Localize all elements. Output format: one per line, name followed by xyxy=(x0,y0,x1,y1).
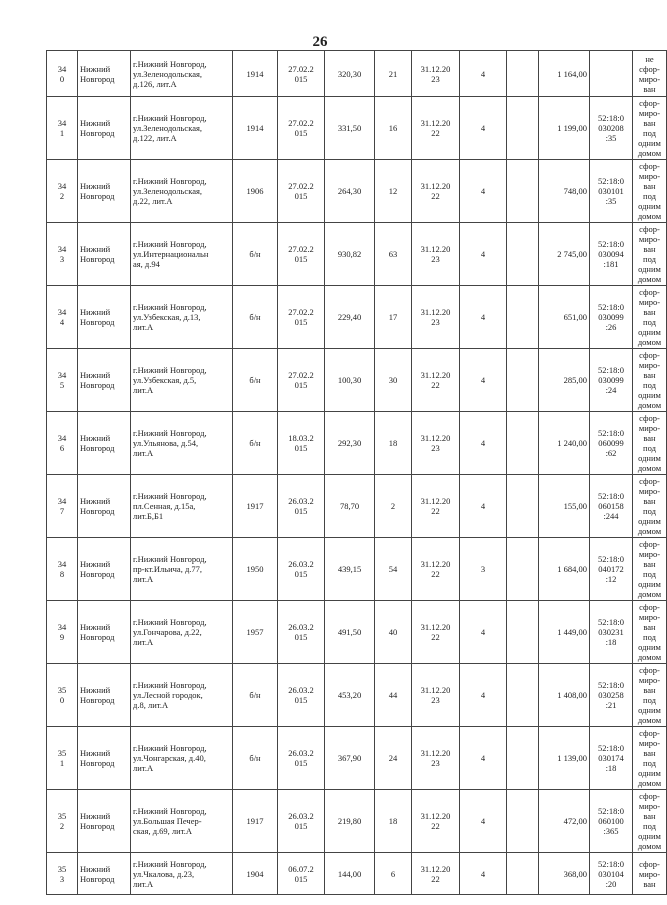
category-cell: 4 xyxy=(460,475,507,538)
residents-cell: 24 xyxy=(375,727,412,790)
status-cell: сфор- миро- ван под одним домом xyxy=(633,349,667,412)
city-cell: Нижний Новгород xyxy=(78,286,131,349)
city-cell: Нижний Новгород xyxy=(78,223,131,286)
year-cell: б/н xyxy=(233,223,278,286)
table-row xyxy=(47,223,667,286)
residents-cell: 44 xyxy=(375,664,412,727)
area-cell: 453,20 xyxy=(325,664,375,727)
row-number: 34 1 xyxy=(47,97,78,160)
area-cell: 78,70 xyxy=(325,475,375,538)
year-cell: б/н xyxy=(233,664,278,727)
address-cell: г.Нижний Новгород, ул.Большая Печер- ская, д.69, лит.А xyxy=(131,790,233,853)
deadline-cell: 31.12.20 22 xyxy=(412,475,460,538)
category-cell: 4 xyxy=(460,601,507,664)
category-cell: 4 xyxy=(460,286,507,349)
row-number: 34 7 xyxy=(47,475,78,538)
residents-cell: 16 xyxy=(375,97,412,160)
row-number: 35 3 xyxy=(47,853,78,895)
year-cell: 1957 xyxy=(233,601,278,664)
date-cell: 26.03.2 015 xyxy=(278,601,325,664)
category-cell: 4 xyxy=(460,727,507,790)
table-row xyxy=(47,727,667,790)
deadline-cell: 31.12.20 23 xyxy=(412,664,460,727)
area-cell: 331,50 xyxy=(325,97,375,160)
residents-cell: 21 xyxy=(375,51,412,97)
status-cell: сфор- миро- ван под одним домом xyxy=(633,664,667,727)
area-cell: 100,30 xyxy=(325,349,375,412)
cadastral-cell: 52:18:0 030208 :35 xyxy=(590,97,633,160)
residents-cell: 40 xyxy=(375,601,412,664)
table-row xyxy=(47,664,667,727)
amount-cell: 748,00 xyxy=(539,160,590,223)
table-row xyxy=(47,286,667,349)
area-cell: 439,15 xyxy=(325,538,375,601)
table-row xyxy=(47,853,667,895)
table-row xyxy=(47,412,667,475)
cadastral-cell: 52:18:0 060100 :365 xyxy=(590,790,633,853)
city-cell: Нижний Новгород xyxy=(78,853,131,895)
status-cell: сфор- миро- ван под одним домом xyxy=(633,790,667,853)
deadline-cell: 31.12.20 22 xyxy=(412,349,460,412)
deadline-cell: 31.12.20 23 xyxy=(412,51,460,97)
year-cell: 1917 xyxy=(233,790,278,853)
address-cell: г.Нижний Новгород, ул.Ульянова, д.54, лит.А xyxy=(131,412,233,475)
status-cell: сфор- миро- ван под одним домом xyxy=(633,601,667,664)
cadastral-cell: 52:18:0 030174 :18 xyxy=(590,727,633,790)
amount-cell: 285,00 xyxy=(539,349,590,412)
deadline-cell: 31.12.20 22 xyxy=(412,790,460,853)
deadline-cell: 31.12.20 23 xyxy=(412,727,460,790)
extra-cell xyxy=(507,475,539,538)
area-cell: 930,82 xyxy=(325,223,375,286)
category-cell: 4 xyxy=(460,853,507,895)
amount-cell: 1 199,00 xyxy=(539,97,590,160)
row-number: 34 2 xyxy=(47,160,78,223)
city-cell: Нижний Новгород xyxy=(78,160,131,223)
extra-cell xyxy=(507,538,539,601)
year-cell: б/н xyxy=(233,349,278,412)
year-cell: 1914 xyxy=(233,97,278,160)
amount-cell: 155,00 xyxy=(539,475,590,538)
year-cell: 1917 xyxy=(233,475,278,538)
table-row xyxy=(47,51,667,97)
deadline-cell: 31.12.20 22 xyxy=(412,160,460,223)
status-cell: сфор- миро- ван под одним домом xyxy=(633,727,667,790)
city-cell: Нижний Новгород xyxy=(78,51,131,97)
category-cell: 4 xyxy=(460,160,507,223)
cadastral-cell: 52:18:0 030258 :21 xyxy=(590,664,633,727)
cadastral-cell: 52:18:0 060099 :62 xyxy=(590,412,633,475)
amount-cell: 368,00 xyxy=(539,853,590,895)
cadastral-cell: 52:18:0 030101 :35 xyxy=(590,160,633,223)
address-cell: г.Нижний Новгород, ул.Зеленодольская, д.126, лит.А xyxy=(131,51,233,97)
year-cell: б/н xyxy=(233,727,278,790)
date-cell: 06.07.2 015 xyxy=(278,853,325,895)
amount-cell: 1 408,00 xyxy=(539,664,590,727)
extra-cell xyxy=(507,223,539,286)
address-cell: г.Нижний Новгород, пл.Сенная, д.15а, лит.Б,Б1 xyxy=(131,475,233,538)
category-cell: 4 xyxy=(460,664,507,727)
residents-cell: 17 xyxy=(375,286,412,349)
table-row xyxy=(47,601,667,664)
status-cell: сфор- миро- ван под одним домом xyxy=(633,223,667,286)
city-cell: Нижний Новгород xyxy=(78,349,131,412)
amount-cell: 1 164,00 xyxy=(539,51,590,97)
year-cell: б/н xyxy=(233,286,278,349)
amount-cell: 651,00 xyxy=(539,286,590,349)
cadastral-cell: 52:18:0 030099 :24 xyxy=(590,349,633,412)
category-cell: 4 xyxy=(460,97,507,160)
address-cell: г.Нижний Новгород, ул.Чкалова, д.23, лит.А xyxy=(131,853,233,895)
residents-cell: 54 xyxy=(375,538,412,601)
deadline-cell: 31.12.20 23 xyxy=(412,286,460,349)
category-cell: 3 xyxy=(460,538,507,601)
extra-cell xyxy=(507,727,539,790)
address-cell: г.Нижний Новгород, ул.Интернациональн ая, д.94 xyxy=(131,223,233,286)
table-row xyxy=(47,790,667,853)
city-cell: Нижний Новгород xyxy=(78,664,131,727)
city-cell: Нижний Новгород xyxy=(78,601,131,664)
row-number: 34 5 xyxy=(47,349,78,412)
extra-cell xyxy=(507,160,539,223)
area-cell: 229,40 xyxy=(325,286,375,349)
date-cell: 18.03.2 015 xyxy=(278,412,325,475)
amount-cell: 2 745,00 xyxy=(539,223,590,286)
extra-cell xyxy=(507,286,539,349)
row-number: 34 0 xyxy=(47,51,78,97)
amount-cell: 472,00 xyxy=(539,790,590,853)
cadastral-cell: 52:18:0 030104 :20 xyxy=(590,853,633,895)
address-cell: г.Нижний Новгород, ул.Узбекская, д.5, лит.А xyxy=(131,349,233,412)
table-row xyxy=(47,97,667,160)
date-cell: 27.02.2 015 xyxy=(278,97,325,160)
category-cell: 4 xyxy=(460,412,507,475)
table-row xyxy=(47,475,667,538)
area-cell: 144,00 xyxy=(325,853,375,895)
housing-table xyxy=(46,50,667,895)
deadline-cell: 31.12.20 22 xyxy=(412,853,460,895)
table-body xyxy=(47,51,667,895)
extra-cell xyxy=(507,790,539,853)
year-cell: 1904 xyxy=(233,853,278,895)
category-cell: 4 xyxy=(460,790,507,853)
amount-cell: 1 139,00 xyxy=(539,727,590,790)
category-cell: 4 xyxy=(460,223,507,286)
address-cell: г.Нижний Новгород, ул.Зеленодольская, д.22, лит.А xyxy=(131,160,233,223)
status-cell: сфор- миро- ван под одним домом xyxy=(633,286,667,349)
status-cell: сфор- миро- ван под одним домом xyxy=(633,475,667,538)
amount-cell: 1 684,00 xyxy=(539,538,590,601)
row-number: 35 2 xyxy=(47,790,78,853)
category-cell: 4 xyxy=(460,51,507,97)
extra-cell xyxy=(507,664,539,727)
city-cell: Нижний Новгород xyxy=(78,727,131,790)
address-cell: г.Нижний Новгород, ул.Зеленодольская, д.122, лит.А xyxy=(131,97,233,160)
year-cell: б/н xyxy=(233,412,278,475)
address-cell: г.Нижний Новгород, ул.Гончарова, д.22, лит.А xyxy=(131,601,233,664)
area-cell: 264,30 xyxy=(325,160,375,223)
residents-cell: 12 xyxy=(375,160,412,223)
address-cell: г.Нижний Новгород, ул.Чонгарская, д.40, лит.А xyxy=(131,727,233,790)
amount-cell: 1 449,00 xyxy=(539,601,590,664)
residents-cell: 2 xyxy=(375,475,412,538)
extra-cell xyxy=(507,601,539,664)
date-cell: 26.03.2 015 xyxy=(278,790,325,853)
year-cell: 1906 xyxy=(233,160,278,223)
cadastral-cell: 52:18:0 030231 :18 xyxy=(590,601,633,664)
city-cell: Нижний Новгород xyxy=(78,790,131,853)
area-cell: 491,50 xyxy=(325,601,375,664)
date-cell: 27.02.2 015 xyxy=(278,349,325,412)
category-cell: 4 xyxy=(460,349,507,412)
table-row xyxy=(47,538,667,601)
address-cell: г.Нижний Новгород, пр-кт.Ильича, д.77, лит.А xyxy=(131,538,233,601)
cadastral-cell: 52:18:0 060158 :244 xyxy=(590,475,633,538)
city-cell: Нижний Новгород xyxy=(78,412,131,475)
year-cell: 1914 xyxy=(233,51,278,97)
status-cell: сфор- миро- ван xyxy=(633,853,667,895)
row-number: 35 0 xyxy=(47,664,78,727)
status-cell: сфор- миро- ван под одним домом xyxy=(633,538,667,601)
date-cell: 26.03.2 015 xyxy=(278,727,325,790)
extra-cell xyxy=(507,853,539,895)
cadastral-cell xyxy=(590,51,633,97)
address-cell: г.Нижний Новгород, ул.Лесной городок, д.8, лит.А xyxy=(131,664,233,727)
extra-cell xyxy=(507,51,539,97)
row-number: 35 1 xyxy=(47,727,78,790)
row-number: 34 3 xyxy=(47,223,78,286)
table-row xyxy=(47,160,667,223)
date-cell: 26.03.2 015 xyxy=(278,475,325,538)
date-cell: 26.03.2 015 xyxy=(278,664,325,727)
residents-cell: 63 xyxy=(375,223,412,286)
deadline-cell: 31.12.20 22 xyxy=(412,601,460,664)
extra-cell xyxy=(507,349,539,412)
area-cell: 367,90 xyxy=(325,727,375,790)
status-cell: сфор- миро- ван под одним домом xyxy=(633,412,667,475)
deadline-cell: 31.12.20 22 xyxy=(412,97,460,160)
date-cell: 27.02.2 015 xyxy=(278,223,325,286)
status-cell: сфор- миро- ван под одним домом xyxy=(633,160,667,223)
deadline-cell: 31.12.20 23 xyxy=(412,412,460,475)
row-number: 34 6 xyxy=(47,412,78,475)
page-number: 26 xyxy=(312,34,328,50)
residents-cell: 30 xyxy=(375,349,412,412)
residents-cell: 6 xyxy=(375,853,412,895)
residents-cell: 18 xyxy=(375,412,412,475)
extra-cell xyxy=(507,412,539,475)
status-cell: сфор- миро- ван под одним домом xyxy=(633,97,667,160)
row-number: 34 8 xyxy=(47,538,78,601)
date-cell: 27.02.2 015 xyxy=(278,160,325,223)
area-cell: 320,30 xyxy=(325,51,375,97)
area-cell: 219,80 xyxy=(325,790,375,853)
row-number: 34 4 xyxy=(47,286,78,349)
city-cell: Нижний Новгород xyxy=(78,538,131,601)
date-cell: 26.03.2 015 xyxy=(278,538,325,601)
city-cell: Нижний Новгород xyxy=(78,475,131,538)
date-cell: 27.02.2 015 xyxy=(278,51,325,97)
extra-cell xyxy=(507,97,539,160)
cadastral-cell: 52:18:0 030099 :26 xyxy=(590,286,633,349)
cadastral-cell: 52:18:0 030094 :181 xyxy=(590,223,633,286)
row-number: 34 9 xyxy=(47,601,78,664)
city-cell: Нижний Новгород xyxy=(78,97,131,160)
residents-cell: 18 xyxy=(375,790,412,853)
year-cell: 1950 xyxy=(233,538,278,601)
deadline-cell: 31.12.20 23 xyxy=(412,223,460,286)
table-row xyxy=(47,349,667,412)
area-cell: 292,30 xyxy=(325,412,375,475)
status-cell: не сфор- миро- ван xyxy=(633,51,667,97)
cadastral-cell: 52:18:0 040172 :12 xyxy=(590,538,633,601)
deadline-cell: 31.12.20 22 xyxy=(412,538,460,601)
amount-cell: 1 240,00 xyxy=(539,412,590,475)
date-cell: 27.02.2 015 xyxy=(278,286,325,349)
address-cell: г.Нижний Новгород, ул.Узбекская, д.13, лит.А xyxy=(131,286,233,349)
